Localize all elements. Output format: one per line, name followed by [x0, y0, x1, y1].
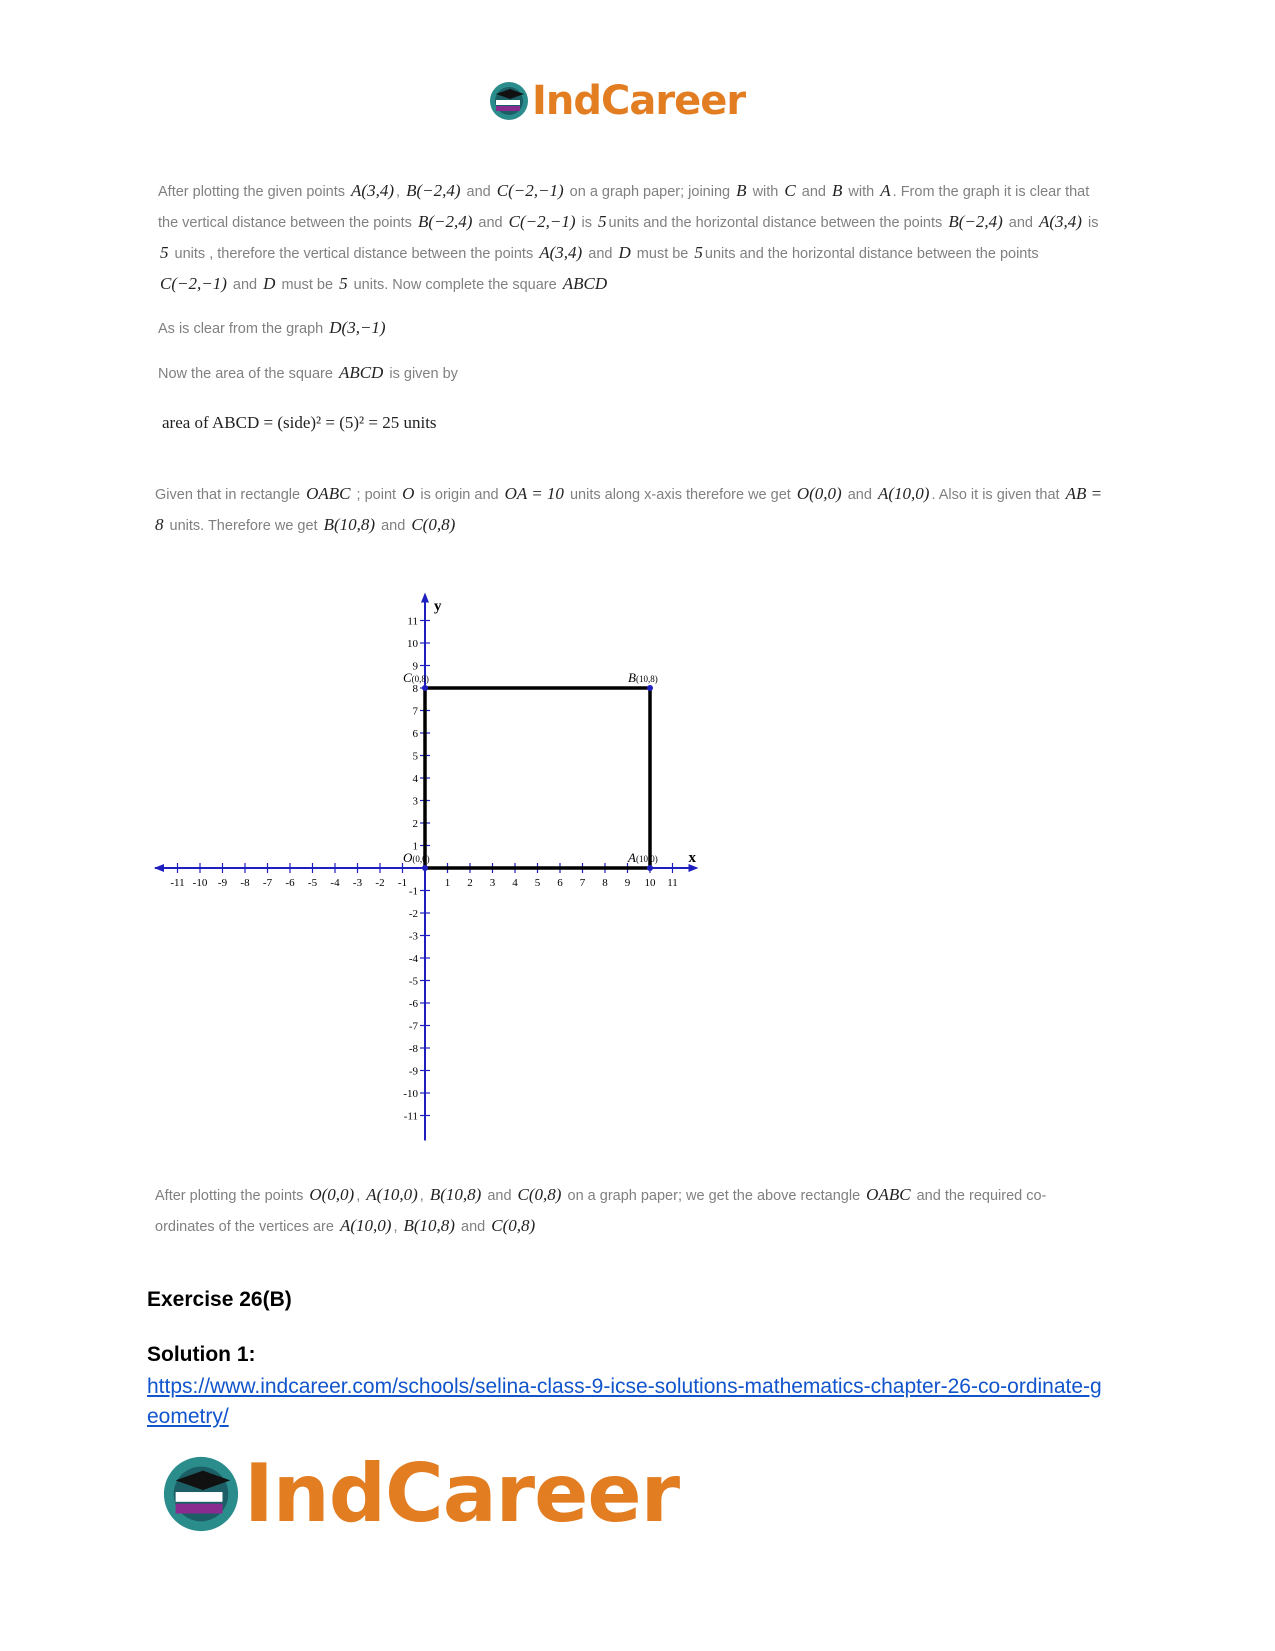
- math-point: B(−2,4): [948, 212, 1003, 231]
- vertex-a: [647, 865, 653, 871]
- y-tick-label: 9: [412, 660, 418, 673]
- math-point: D(3,−1): [329, 318, 386, 337]
- text: and: [461, 1219, 486, 1235]
- y-tick-label: 8: [412, 683, 418, 695]
- solution-link[interactable]: https://www.indcareer.com/schools/selina-class-9-icse-solutions-mathematics-chapter-26-co-ordinate-geometry/: [147, 1375, 1102, 1428]
- math-point: A(10,0): [877, 484, 930, 503]
- text: units and the horizontal distance between the points: [704, 246, 1039, 262]
- math-point: B(10,8): [429, 1185, 482, 1204]
- text: and: [478, 215, 503, 231]
- math-number: 5: [598, 212, 607, 231]
- y-tick-label: 3: [412, 795, 418, 808]
- math-number: 5: [694, 243, 703, 262]
- y-tick-label: -4: [408, 953, 418, 965]
- y-tick-label: 4: [412, 773, 418, 785]
- text: and the required co-ordinates of the vertices are: [155, 1188, 1047, 1235]
- text: ,: [419, 1188, 424, 1204]
- text: with: [848, 184, 875, 200]
- text: is given by: [389, 366, 458, 382]
- math-point: B(10,8): [323, 515, 376, 534]
- y-tick-label: -6: [408, 998, 418, 1010]
- x-tick-label: 11: [667, 877, 678, 889]
- exercise-title: Exercise 26(B): [147, 1288, 292, 1311]
- x-tick-label: -8: [240, 877, 250, 889]
- text: units. Now complete the square: [353, 277, 557, 293]
- text: units. Therefore we get: [169, 518, 318, 534]
- x-tick-label: 7: [579, 877, 586, 889]
- math-point: O(0,0): [796, 484, 842, 503]
- solution-b-paragraph-2: [155, 1180, 1105, 1242]
- text: units and the horizontal distance between the points: [608, 215, 943, 231]
- text: is: [1088, 215, 1099, 231]
- x-axis-label: x: [688, 850, 696, 866]
- text: Given that in rectangle: [155, 487, 301, 503]
- math-letter: B: [736, 181, 747, 200]
- text: on a graph paper; we get the above rectangle: [567, 1188, 861, 1204]
- text: and: [801, 184, 826, 200]
- math-point: C(−2,−1): [160, 274, 227, 293]
- x-tick-label: -3: [352, 877, 363, 889]
- math-equation: AB = 8: [155, 484, 1103, 534]
- y-tick-label: -1: [408, 885, 418, 898]
- math-equation: OA = 10: [504, 484, 564, 503]
- text: and: [466, 184, 491, 200]
- logo-wordmark: IndCareer: [244, 1447, 680, 1540]
- solution-a-paragraph-2: [158, 313, 1103, 344]
- text: . Also it is given that: [931, 487, 1060, 503]
- vertex-label-o: O(0,0): [403, 850, 430, 865]
- y-tick-label: -8: [408, 1043, 418, 1055]
- text: and: [847, 487, 872, 503]
- text: ,: [393, 1219, 398, 1235]
- coordinate-graph: [150, 555, 710, 1175]
- x-tick-label: -9: [217, 877, 228, 889]
- text: and: [1008, 215, 1033, 231]
- x-tick-label: 10: [644, 877, 656, 889]
- solution-a-paragraph-1: [158, 176, 1103, 300]
- y-tick-label: 2: [412, 818, 418, 830]
- text: After plotting the given points: [158, 184, 346, 200]
- math-point: C(−2,−1): [508, 212, 576, 231]
- x-tick-label: 4: [512, 877, 518, 889]
- footer-logo: [160, 1447, 679, 1540]
- text: must be: [636, 246, 689, 262]
- vertex-c: [422, 685, 428, 691]
- y-axis-label: y: [434, 598, 442, 615]
- x-tick-label: -7: [262, 877, 273, 889]
- text: ,: [356, 1188, 361, 1204]
- y-tick-label: -3: [408, 930, 418, 943]
- y-tick-label: 7: [412, 705, 418, 718]
- text: . From the graph it is clear that the vertical distance between the points: [158, 184, 1090, 231]
- math-letter: OABC: [306, 484, 351, 503]
- logo-wordmark: IndCareer: [532, 78, 746, 124]
- math-point: C(−2,−1): [496, 181, 564, 200]
- x-tick-label: -1: [397, 877, 408, 889]
- text: After plotting the points: [155, 1188, 304, 1204]
- x-tick-label: 6: [557, 877, 563, 889]
- y-tick-label: -5: [408, 975, 418, 988]
- math-point: O(0,0): [309, 1185, 355, 1204]
- math-letter: C: [784, 181, 796, 200]
- y-tick-label: -11: [403, 1110, 418, 1123]
- text: is origin and: [420, 487, 499, 503]
- text: and: [232, 277, 258, 293]
- y-tick-label: -9: [408, 1065, 418, 1078]
- text: ; point: [356, 487, 397, 503]
- text: ,: [396, 184, 401, 200]
- math-point: A(3,4): [539, 243, 583, 262]
- math-point: B(−2,4): [417, 212, 473, 231]
- x-tick-label: -5: [307, 877, 318, 889]
- text: units , therefore the vertical distance between the points: [174, 246, 534, 262]
- text: As is clear from the graph: [158, 321, 324, 337]
- vertex-b: [647, 685, 653, 691]
- text: units along x-axis therefore we get: [569, 487, 791, 503]
- y-tick-label: -10: [403, 1088, 418, 1100]
- text: and: [588, 246, 613, 262]
- x-tick-label: -10: [192, 877, 208, 889]
- vertex-label-b: B(10,8): [628, 670, 658, 685]
- y-tick-label: -2: [408, 908, 418, 920]
- math-point: A(3,4): [1039, 212, 1082, 231]
- solution-title: Solution 1:: [147, 1343, 256, 1366]
- math-point: A(3,4): [351, 181, 395, 200]
- math-point: B(10,8): [403, 1216, 455, 1235]
- x-tick-label: 3: [489, 877, 496, 889]
- text: and: [381, 518, 406, 534]
- math-letter: D: [618, 243, 631, 262]
- vertex-label-c: C(0,8): [403, 670, 429, 685]
- math-point: C(0,8): [491, 1216, 536, 1235]
- text: and: [487, 1188, 512, 1204]
- math-point: B(−2,4): [406, 181, 461, 200]
- x-axis-arrow-left: [154, 864, 164, 872]
- solution-a-paragraph-3: [158, 358, 1103, 389]
- math-number: 5: [339, 274, 348, 293]
- x-tick-label: 5: [534, 877, 541, 889]
- logo-icon: [488, 80, 530, 122]
- x-tick-label: 1: [444, 877, 451, 889]
- math-letter: A: [880, 181, 891, 200]
- math-number: 5: [160, 243, 169, 262]
- vertex-o: [422, 865, 428, 871]
- header-logo: [488, 78, 745, 124]
- rectangle-oabc: [425, 688, 650, 868]
- y-tick-label: 1: [412, 840, 418, 853]
- text: is: [581, 215, 593, 231]
- y-tick-label: 6: [412, 728, 418, 740]
- y-tick-label: 5: [412, 750, 418, 763]
- math-letter: ABCD: [562, 274, 608, 293]
- x-tick-label: 2: [467, 877, 473, 889]
- x-tick-label: -4: [330, 877, 340, 889]
- x-tick-label: -6: [285, 877, 295, 889]
- y-axis-arrow: [421, 593, 429, 603]
- logo-icon: [160, 1453, 242, 1535]
- math-letter: OABC: [866, 1185, 911, 1204]
- y-tick-label: -7: [408, 1020, 418, 1033]
- x-tick-label: 9: [624, 877, 631, 889]
- math-point: C(0,8): [411, 515, 456, 534]
- text: must be: [281, 277, 334, 293]
- math-letter: O: [402, 484, 415, 503]
- x-tick-label: -11: [170, 877, 185, 889]
- math-point: C(0,8): [517, 1185, 562, 1204]
- y-tick-label: 10: [407, 638, 418, 650]
- area-formula: area of ABCD = (side)² = (5)² = 25 units: [162, 413, 437, 432]
- text: Now the area of the square: [158, 366, 333, 382]
- text: on a graph paper; joining: [569, 184, 731, 200]
- math-letter: B: [832, 181, 843, 200]
- math-point: A(10,0): [366, 1185, 418, 1204]
- math-letter: ABCD: [338, 363, 384, 382]
- math-letter: D: [263, 274, 276, 293]
- math-point: A(10,0): [339, 1216, 392, 1235]
- x-tick-label: -2: [375, 877, 385, 889]
- y-tick-label: 11: [407, 615, 418, 628]
- solution-b-paragraph-1: [155, 479, 1105, 541]
- x-tick-label: 8: [602, 877, 608, 889]
- text: with: [752, 184, 779, 200]
- vertex-label-a: A(10,0): [628, 850, 658, 865]
